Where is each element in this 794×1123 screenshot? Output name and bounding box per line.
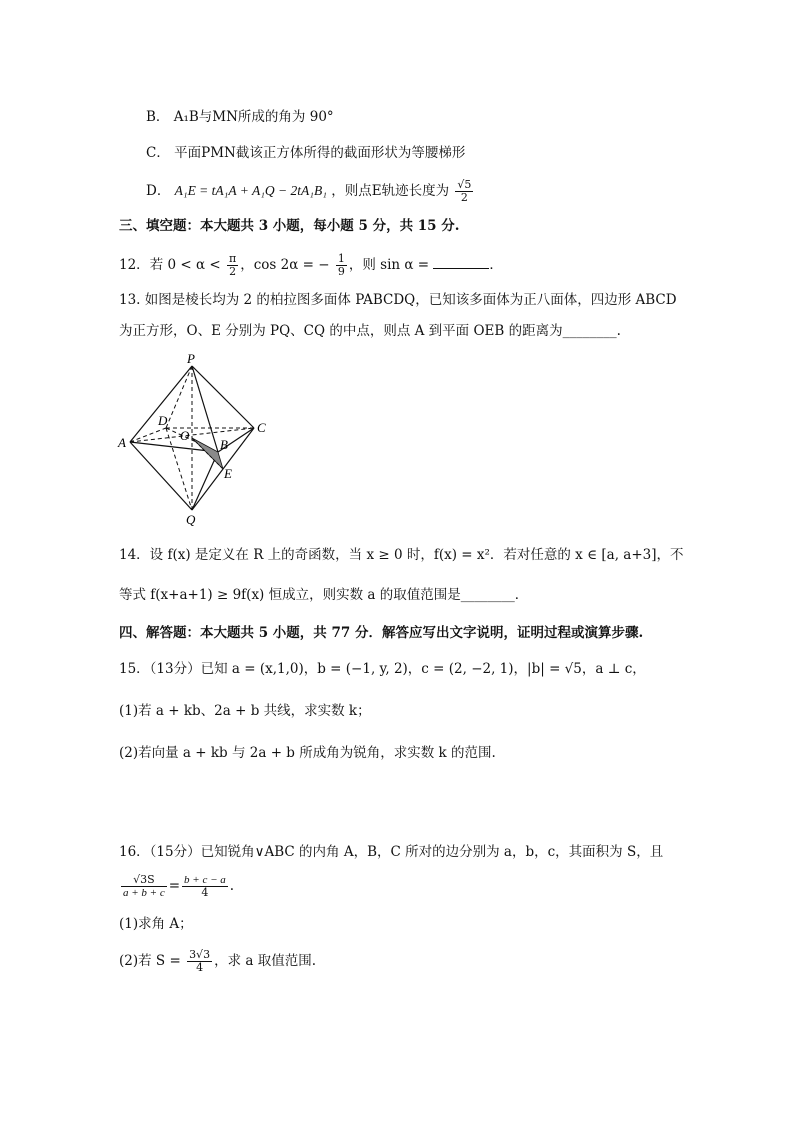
option-c-label: C． [146,145,170,161]
q12-text-b: ，cos 2α = − [240,257,330,273]
octahedron-figure [116,352,286,528]
label-e: E [224,466,232,481]
label-b: B [220,437,228,452]
fraction-denominator: 2 [460,191,468,204]
option-b-text: A₁B与MN所成的角为 90° [173,109,334,125]
question-15-line-1: 15．（13分）已知 a = (x,1,0)，b = (−1, y, 2)，c = (2, −2, 1)，|b| = √5，a ⊥ c， [119,661,646,677]
option-c-text: 平面PMN截该正方体所得的截面形状为等腰梯形 [174,145,466,161]
fraction-numerator: 3√3 [189,948,211,961]
fraction-numerator: b + c − a [184,874,226,886]
fraction-numerator: π [228,252,237,265]
option-d-fraction [455,179,473,204]
fraction-denominator: 4 [196,961,204,974]
question-16-line-1: 16．（15分）已知锐角∨ABC 的内角 A，B，C 所对的边分别为 a，b，c，其面积为 S，且 [119,844,664,860]
question-13-line-2: 为正方形，O、E 分别为 PQ、CQ 的中点，则点 A 到平面 OEB 的距离为________. [119,323,621,339]
edge-qa [130,442,192,510]
question-15-part-1: (1)若 a + kb、2a + b 共线，求实数 k； [119,703,371,719]
option-d-formula: A₁E = tA₁A + A₁Q − 2tA₁B₁ [174,183,327,198]
q16-part2-text-a: (2)若 S = [119,953,181,969]
q12-fraction-one-ninth [336,253,347,278]
option-b-label: B． [146,109,170,125]
label-c: C [257,420,266,435]
answer-blank [433,254,489,269]
fraction-numerator: √5 [457,178,472,191]
q16-left-fraction [121,874,167,899]
label-q: Q [186,512,196,527]
fraction-denominator: 9 [337,265,345,278]
q16-right-fraction [182,874,228,899]
q16-eq-end: . [229,878,235,894]
option-d-text: ，则点E轨迹长度为 [331,183,450,199]
fraction-numerator: √3S [121,874,167,887]
q16-s-fraction [187,949,212,974]
question-13-line-1: 13. 如图是棱长均为 2 的柏拉图多面体 PABCDQ，已知该多面体为正八面体，四边形 ABCD [119,292,677,308]
fraction-numerator: 1 [337,252,345,265]
question-15-part-2: (2)若向量 a + kb 与 2a + b 所成角为锐角，求实数 k 的范围. [119,745,496,761]
section-3-title: 三、填空题：本大题共 3 小题，每小题 5 分，共 15 分. [119,218,460,234]
question-12 [119,250,503,280]
q11-option-d [146,176,475,206]
option-d-label: D． [146,183,171,199]
q11-option-c [146,143,465,163]
section-4-title: 四、解答题：本大题共 5 小题，共 77 分．解答应写出文字说明，证明过程或演算步骤. [119,625,644,641]
label-o: O [180,428,190,443]
q12-text-c: ，则 sin α = [348,257,430,273]
edge-pd-hidden [166,366,192,428]
fraction-denominator: 2 [229,265,237,278]
fraction-denominator: a + b + c [123,887,165,899]
q12-fraction-pi-over-2 [227,253,238,278]
label-a: A [118,435,126,450]
question-16-part-1: (1)求角 A； [119,916,193,932]
q12-number: 12． [119,257,150,273]
q16-part2-text-b: ，求 a 取值范围. [214,953,317,969]
question-16-equation [119,870,234,902]
label-d: D [158,413,168,428]
q11-option-b [146,107,334,127]
label-p: P [187,352,195,366]
q16-equals: = [168,878,181,894]
question-14-line-1: 14．设 f(x) 是定义在 R 上的奇函数，当 x ≥ 0 时，f(x) = x²．若对任意的 x ∈ [a, a+3]，不 [119,547,684,563]
question-14-line-2: 等式 f(x+a+1) ≥ 9f(x) 恒成立，则实数 a 的取值范围是________． [119,587,529,603]
q12-text-a: 若 0 < α < [149,257,221,273]
q12-text-end: ． [489,257,503,273]
fraction-denominator: 4 [201,886,209,899]
question-16-part-2 [119,946,316,976]
